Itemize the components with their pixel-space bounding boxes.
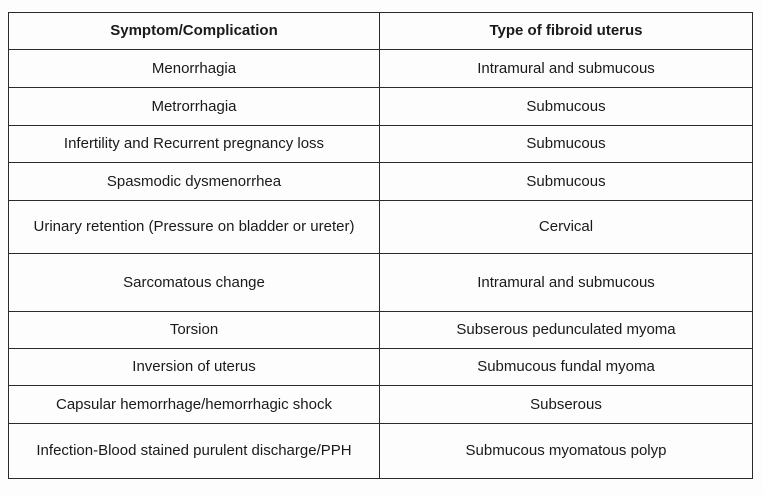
cell-symptom: Urinary retention (Pressure on bladder or ureter): [9, 201, 380, 254]
cell-symptom: Spasmodic dysmenorrhea: [9, 163, 380, 201]
cell-symptom: Sarcomatous change: [9, 254, 380, 312]
cell-fibroid-type: Submucous: [380, 88, 753, 126]
table-row: [9, 201, 753, 254]
table-row: [9, 349, 753, 386]
table-row: [9, 312, 753, 349]
cell-fibroid-type: Submucous: [380, 126, 753, 163]
cell-symptom: Menorrhagia: [9, 50, 380, 88]
cell-fibroid-type: Subserous: [380, 386, 753, 424]
header-symptom: Symptom/Complication: [9, 13, 380, 50]
cell-fibroid-type: Submucous fundal myoma: [380, 349, 753, 386]
table-row: [9, 254, 753, 312]
table-row: [9, 126, 753, 163]
fibroid-symptom-table: [8, 12, 753, 479]
cell-fibroid-type: Submucous: [380, 163, 753, 201]
cell-fibroid-type: Subserous pedunculated myoma: [380, 312, 753, 349]
cell-symptom: Infection-Blood stained purulent discharge/PPH: [9, 424, 380, 479]
table-row: [9, 424, 753, 479]
cell-symptom: Metrorrhagia: [9, 88, 380, 126]
table-header-row: [9, 13, 753, 50]
table-row: [9, 163, 753, 201]
cell-fibroid-type: Intramural and submucous: [380, 50, 753, 88]
cell-symptom: Inversion of uterus: [9, 349, 380, 386]
cell-fibroid-type: Cervical: [380, 201, 753, 254]
cell-symptom: Infertility and Recurrent pregnancy loss: [9, 126, 380, 163]
cell-symptom: Torsion: [9, 312, 380, 349]
table-row: [9, 88, 753, 126]
cell-fibroid-type: Intramural and submucous: [380, 254, 753, 312]
table-row: [9, 386, 753, 424]
table-row: [9, 50, 753, 88]
cell-fibroid-type: Submucous myomatous polyp: [380, 424, 753, 479]
cell-symptom: Capsular hemorrhage/hemorrhagic shock: [9, 386, 380, 424]
header-fibroid-type: Type of fibroid uterus: [380, 13, 753, 50]
